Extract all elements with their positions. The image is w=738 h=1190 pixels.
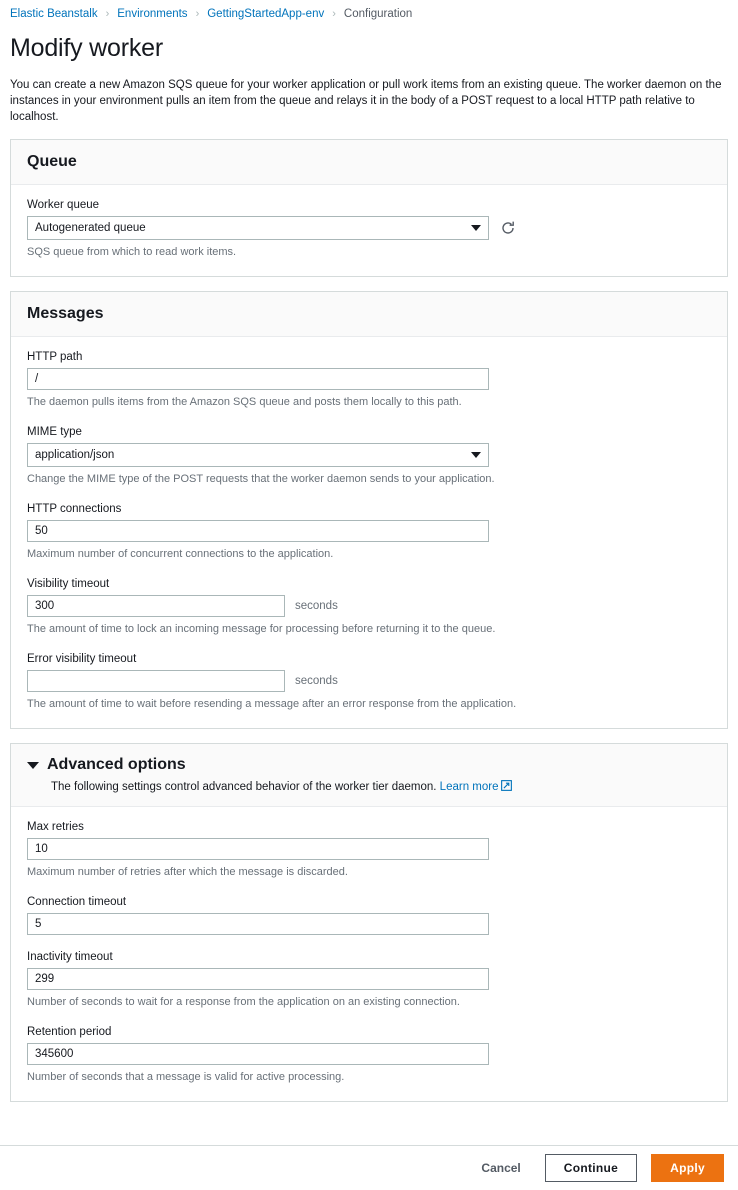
field-mime-type	[27, 426, 711, 487]
apply-button[interactable]: Apply	[651, 1154, 724, 1182]
field-worker-queue	[27, 199, 711, 260]
mime-type-select[interactable]: application/json	[27, 443, 489, 467]
retention-period-input[interactable]	[27, 1043, 489, 1065]
refresh-icon[interactable]	[499, 219, 517, 237]
messages-panel	[10, 291, 728, 729]
breadcrumb-separator-icon: ›	[195, 8, 200, 20]
http-path-input[interactable]	[27, 368, 489, 390]
connection-timeout-input[interactable]	[27, 913, 489, 935]
advanced-options-header[interactable]	[11, 744, 727, 807]
cancel-button[interactable]: Cancel	[471, 1155, 530, 1181]
inactivity-timeout-hint: Number of seconds to wait for a response from the application on an existing connection.	[27, 996, 460, 1008]
worker-queue-select[interactable]: Autogenerated queue	[27, 216, 489, 240]
visibility-timeout-input[interactable]	[27, 595, 285, 617]
learn-more-link[interactable]: Learn more	[439, 781, 499, 793]
breadcrumb-item-elastic-beanstalk[interactable]: Elastic Beanstalk	[10, 8, 98, 20]
retention-period-label: Retention period	[27, 1026, 112, 1038]
mime-type-hint: Change the MIME type of the POST requests that the worker daemon sends to your application.	[27, 473, 495, 485]
http-connections-hint: Maximum number of concurrent connections to the application.	[27, 548, 334, 560]
advanced-options-body	[11, 807, 727, 1101]
retention-period-hint: Number of seconds that a message is valid for active processing.	[27, 1071, 345, 1083]
advanced-options-title: Advanced options	[47, 756, 186, 773]
mime-type-select-wrap	[27, 443, 489, 467]
messages-panel-body	[11, 337, 727, 728]
error-visibility-timeout-unit: seconds	[295, 675, 338, 687]
visibility-timeout-label: Visibility timeout	[27, 578, 110, 590]
field-http-connections	[27, 503, 711, 562]
footer-action-bar	[0, 1145, 738, 1190]
advanced-options-subtitle	[51, 780, 711, 794]
breadcrumb-item-configuration: Configuration	[343, 8, 413, 20]
breadcrumb-item-environments[interactable]: Environments	[117, 8, 188, 20]
http-path-hint: The daemon pulls items from the Amazon SQS queue and posts them locally to this path.	[27, 396, 462, 408]
worker-queue-row	[27, 216, 711, 240]
connection-timeout-label: Connection timeout	[27, 896, 127, 908]
visibility-timeout-row	[27, 595, 711, 617]
inactivity-timeout-label: Inactivity timeout	[27, 951, 113, 963]
http-connections-input[interactable]	[27, 520, 489, 542]
queue-panel-title: Queue	[27, 153, 77, 170]
error-visibility-timeout-row	[27, 670, 711, 692]
external-link-icon	[501, 780, 512, 794]
http-path-label: HTTP path	[27, 351, 83, 363]
field-connection-timeout	[27, 896, 711, 935]
field-visibility-timeout	[27, 578, 711, 637]
field-inactivity-timeout	[27, 951, 711, 1010]
messages-panel-header	[11, 292, 727, 337]
worker-queue-select-wrap	[27, 216, 489, 240]
max-retries-input[interactable]	[27, 838, 489, 860]
breadcrumb	[0, 0, 738, 26]
max-retries-hint: Maximum number of retries after which the message is discarded.	[27, 866, 348, 878]
caret-down-icon	[27, 762, 39, 769]
error-visibility-timeout-input[interactable]	[27, 670, 285, 692]
worker-queue-label: Worker queue	[27, 199, 100, 211]
field-error-visibility-timeout	[27, 653, 711, 712]
breadcrumb-item-environment-name[interactable]: GettingStartedApp-env	[207, 8, 325, 20]
continue-button[interactable]: Continue	[545, 1154, 637, 1182]
queue-panel-body	[11, 185, 727, 276]
error-visibility-timeout-hint: The amount of time to wait before resending a message after an error response from the application.	[27, 698, 517, 710]
field-retention-period	[27, 1026, 711, 1085]
queue-panel	[10, 139, 728, 277]
mime-type-label: MIME type	[27, 426, 82, 438]
visibility-timeout-hint: The amount of time to lock an incoming message for processing before returning it to the queue.	[27, 623, 496, 635]
page-description: You can create a new Amazon SQS queue for your worker application or pull work items from an existing queue. The worker daemon on the instances in your environment pulls an item from the queue and relays it in the body of a POST request to a local HTTP path relative to localhost.	[10, 79, 722, 123]
advanced-options-subtitle-text: The following settings control advanced behavior of the worker tier daemon.	[51, 781, 437, 793]
breadcrumb-separator-icon: ›	[105, 8, 110, 20]
field-max-retries	[27, 821, 711, 880]
max-retries-label: Max retries	[27, 821, 84, 833]
breadcrumb-separator-icon: ›	[332, 8, 336, 20]
visibility-timeout-unit: seconds	[295, 600, 338, 612]
field-http-path	[27, 351, 711, 410]
worker-queue-hint: SQS queue from which to read work items.	[27, 246, 237, 258]
footer-spacer	[0, 1102, 738, 1145]
inactivity-timeout-input[interactable]	[27, 968, 489, 990]
advanced-options-toggle[interactable]	[27, 756, 711, 774]
page-title: Modify worker	[10, 34, 163, 62]
http-connections-label: HTTP connections	[27, 503, 122, 515]
error-visibility-timeout-label: Error visibility timeout	[27, 653, 137, 665]
messages-panel-title: Messages	[27, 305, 104, 322]
advanced-options-panel	[10, 743, 728, 1102]
queue-panel-header	[11, 140, 727, 185]
